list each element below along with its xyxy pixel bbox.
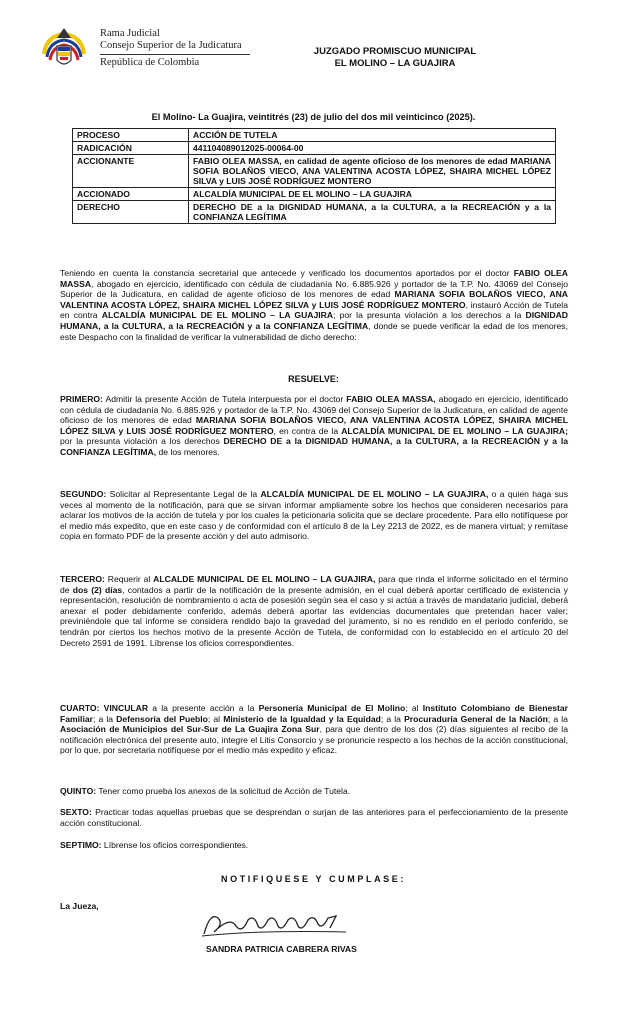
- institution-line-3: República de Colombia: [100, 57, 200, 68]
- text: ; a la: [92, 713, 117, 724]
- section-heading: CUARTO:: [60, 703, 100, 713]
- text: o a quien haga sus veces al momento de la notificación, para que se sirvan informar ampliamente sobre los hechos que consideren necesarios para aclarar los motivos de la acción de tutela y por los cuales la peticionaria solicita que se declare procedente. Para ello notifíquese por el medio más expedito, que en este caso y de conformidad con el artículo 8 de la Ley 2213 de 2022, es de manera virtual; y remítase copia en formato PDF de la presente acción y del auto admisorio.: [60, 489, 569, 542]
- row-label: ACCIONANTE: [73, 155, 189, 188]
- signature-label: La Jueza,: [60, 901, 99, 911]
- bold-text: ALCALDÍA MUNICIPAL DE EL MOLINO – LA GUAJIRA,: [260, 489, 489, 499]
- section-heading: SEXTO:: [60, 807, 92, 817]
- section-heading: QUINTO:: [60, 786, 97, 796]
- text: ; por la presunta violación a los derechos a la: [333, 310, 526, 321]
- bold-text: MARIANA SOFIA BOLAÑOS VIECO, ANA VALENTINA ACOSTA LÓPEZ, SHAIRA MICHEL LÓPEZ SILVA y LUIS JOSÉ RODRÍGUEZ MONTERO: [60, 289, 568, 310]
- bold-text: ALCALDE MUNICIPAL DE EL MOLINO – LA GUAJIRA,: [153, 574, 376, 584]
- row-label: DERECHO: [73, 201, 189, 224]
- segundo-paragraph: [60, 489, 568, 542]
- bold-text: VINCULAR: [103, 703, 149, 713]
- institution-divider: [100, 54, 250, 55]
- bold-text: dos (2) días: [72, 584, 123, 595]
- bold-text: Defensoría del Pueblo: [116, 713, 208, 724]
- table-row: [73, 129, 556, 142]
- row-label: RADICACIÓN: [73, 142, 189, 155]
- bold-text: Ministerio de la Igualdad y la Equidad: [223, 713, 381, 724]
- septimo-paragraph: [60, 840, 568, 851]
- intro-paragraph: [60, 268, 568, 342]
- text: para que rinda el informe solicitado en el término de: [60, 574, 568, 595]
- row-value: ACCIÓN DE TUTELA: [189, 129, 556, 142]
- text: ; al: [207, 713, 224, 724]
- bold-text: Asociación de Municipios del Sur-Sur de La Guajira Zona Sur: [60, 724, 320, 735]
- bold-text: Procuraduría General de la Nación: [404, 713, 548, 724]
- text: , donde se puede verificar la edad de los menores, este Despacho con la finalidad de verificar la vulnerabilidad de dicho derecho:: [60, 320, 568, 342]
- institution-line-2: Consejo Superior de la Judicatura: [100, 40, 242, 51]
- text: ; a la: [380, 713, 405, 724]
- section-heading: TERCERO:: [60, 574, 105, 584]
- row-label: ACCIONADO: [73, 188, 189, 201]
- text: abogado en ejercicio, identificado con cédula de ciudadanía No. 6.885.926 y portador de la T.P. No. 43069 del Consejo Superior de la Judicatura, en calidad de agente oficioso de los menores de edad: [60, 394, 569, 426]
- table-row: [73, 155, 556, 188]
- bold-text: DERECHO DE a la DIGNIDAD HUMANA, a la CULTURA, a la RECREACIÓN y a la CONFIANZA LEGÍTIMA,: [60, 436, 568, 457]
- table-row: [73, 188, 556, 201]
- sexto-paragraph: [60, 807, 568, 828]
- institution-block: [100, 28, 250, 69]
- primero-paragraph: [60, 394, 568, 458]
- closing-line: NOTIFIQUESE Y CUMPLASE:: [221, 874, 406, 884]
- table-row: [73, 201, 556, 224]
- section-heading: PRIMERO:: [60, 394, 103, 404]
- text: Solicitar al Representante Legal de la: [106, 489, 261, 499]
- row-value: ALCALDÍA MUNICIPAL DE EL MOLINO – LA GUAJIRA: [189, 188, 556, 201]
- bold-text: MARIANA SOFIA BOLAÑOS VIECO, ANA VALENTINA ACOSTA LÓPEZ, SHAIRA MICHEL LÓPEZ SILVA y LUIS JOSÉ RODRÍGUEZ MONTERO: [60, 415, 569, 436]
- cuarto-paragraph: [60, 703, 568, 756]
- text: Admitir la presente Acción de Tutela interpuesta por el doctor: [102, 394, 347, 404]
- text: ; al: [405, 703, 423, 713]
- bold-text: FABIO OLEA MASSA: [60, 268, 568, 289]
- text: , instauró Acción de Tutela en contra: [60, 299, 568, 321]
- row-value: FABIO OLEA MASSA, en calidad de agente oficioso de los menores de edad MARIANA SOFIA BOLAÑOS VIECO, ANA VALENTINA ACOSTA LÓPEZ, SHAIRA MICHEL LÓPEZ SILVA y LUIS JOSÉ RODRÍGUEZ MONTERO: [189, 155, 556, 188]
- resuelve-heading: RESUELVE:: [288, 374, 339, 384]
- court-heading: [290, 46, 500, 70]
- row-value: 441104089012025-00064-00: [189, 142, 556, 155]
- coat-of-arms-logo: [40, 24, 88, 76]
- text: Requerir al: [104, 574, 154, 584]
- bold-text: ALCALDÍA MUNICIPAL DE EL MOLINO – LA GUAJIRA;: [341, 425, 568, 436]
- text: Tener como prueba los anexos de la solicitud de Acción de Tutela.: [96, 786, 351, 796]
- text: Teniendo en cuenta la constancia secretarial que antecede y verificado los documentos aportados por el doctor: [60, 268, 514, 278]
- bold-text: Personería Municipal de El Molino: [258, 703, 406, 713]
- court-line-1: JUZGADO PROMISCUO MUNICIPAL: [313, 46, 477, 57]
- bold-text: ALCALDÍA MUNICIPAL DE EL MOLINO – LA GUAJIRA: [101, 310, 334, 321]
- handwritten-signature: [196, 906, 356, 942]
- text: ; a la: [547, 713, 568, 724]
- quinto-paragraph: [60, 786, 568, 797]
- institution-line-1: Rama Judicial: [100, 28, 160, 39]
- text: Practicar todas aquellas pruebas que se desprendan o surjan de las anteriores para el perfeccionamiento de la presente acción constitucional.: [60, 807, 568, 828]
- court-line-2: EL MOLINO – LA GUAJIRA: [334, 58, 456, 69]
- text: de los menores.: [156, 446, 220, 457]
- text: , contados a partir de la notificación de la presente admisión, en el cual deberá aportar certificado de existencia y representación, resolución de nombramiento o acta de posesión según sea el caso y si actúa a través de mandatario judicial, deberá anexar el poder debidamente conferido, además deberá aportar las evidencias documentales que pretendan hacer valer; previniéndole que tal informe se considera rendido bajo la gravedad del juramento, si no es rendido en el periodo conferido, se tendrán por ciertos los hechos motivo de la presente Acción de Tutela, de conformidad con lo establecido en el artículo 20 del Decreto 2591 de 1991. Líbrense los oficios correspondientes.: [60, 584, 568, 648]
- text: , abogado en ejercicio, identificado con cédula de ciudadanía No. 6.885.926 y portador de la T.P. No. 43069 del Consejo Superior de la Judicatura, en calidad de agente oficioso de los menores de edad: [60, 278, 568, 300]
- row-label: PROCESO: [73, 129, 189, 142]
- row-value: DERECHO DE a la DIGNIDAD HUMANA, a la CULTURA, a la RECREACIÓN y a la CONFIANZA LEGÍTIMA: [189, 201, 556, 224]
- text: , en contra de la: [273, 425, 342, 436]
- text: a la presente acción a la: [148, 703, 259, 713]
- section-heading: SEPTIMO:: [60, 840, 102, 850]
- table-row: [73, 142, 556, 155]
- judge-name: SANDRA PATRICIA CABRERA RIVAS: [206, 944, 357, 954]
- date-line: El Molino- La Guajira, veintitrés (23) de julio del dos mil veinticinco (2025).: [151, 112, 476, 122]
- section-heading: SEGUNDO:: [60, 489, 107, 499]
- text: Líbrense los oficios correspondientes.: [101, 840, 249, 850]
- text: , para que dentro de los dos (2) días siguientes al recibo de la notificación electrónica del presente auto, integre el Litis Consorcio y se pronuncie respecto a los hechos de la acción constitucional, por lo que, por secretaria notifíquese por el medio más expedito y eficaz.: [60, 724, 568, 756]
- text: por la presunta violación a los derechos: [60, 436, 224, 447]
- bold-text: DIGNIDAD HUMANA, a la CULTURA, a la RECREACIÓN y a la CONFIANZA LEGÍTIMA: [60, 310, 569, 331]
- case-info-table: [72, 128, 556, 224]
- bold-text: FABIO OLEA MASSA,: [346, 394, 436, 404]
- bold-text: Instituto Colombiano de Bienestar Familiar: [60, 703, 568, 724]
- tercero-paragraph: [60, 574, 568, 648]
